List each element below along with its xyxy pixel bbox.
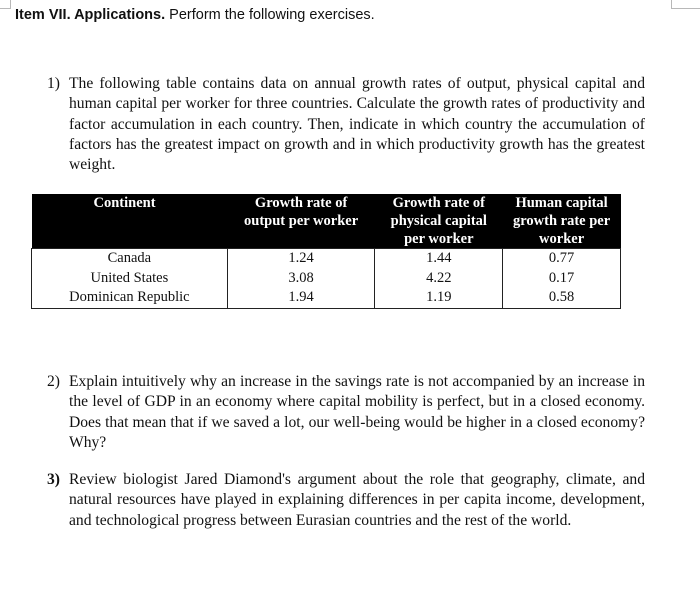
- column-header-continent: Continent: [32, 194, 228, 249]
- column-header-human-capital-growth: Human capital growth rate per worker: [503, 194, 621, 249]
- exercise-3: [47, 470, 645, 531]
- exercise-2-number: 2): [47, 373, 60, 390]
- cell-physical-capital-growth: 1.44: [375, 249, 503, 269]
- cell-country: United States: [32, 269, 228, 289]
- table-header-row: [32, 194, 621, 249]
- item-header-instruction: Perform the following exercises.: [165, 7, 375, 23]
- table-row: [32, 269, 621, 289]
- corner-mark-right: [671, 0, 700, 9]
- exercise-1-number: 1): [47, 75, 60, 92]
- cell-country: Canada: [32, 249, 228, 269]
- cell-country: Dominican Republic: [32, 288, 228, 308]
- cell-output-growth: 1.94: [227, 288, 375, 308]
- exercise-1: [47, 74, 645, 175]
- corner-mark-left: [0, 0, 11, 9]
- column-header-output-growth: Growth rate of output per worker: [227, 194, 375, 249]
- exercise-2: [47, 372, 645, 453]
- table-row: [32, 249, 621, 269]
- cell-human-capital-growth: 0.77: [503, 249, 621, 269]
- cell-physical-capital-growth: 1.19: [375, 288, 503, 308]
- cell-output-growth: 3.08: [227, 269, 375, 289]
- growth-rates-table: [31, 194, 621, 309]
- table-row: [32, 288, 621, 308]
- cell-human-capital-growth: 0.17: [503, 269, 621, 289]
- item-header: [15, 7, 375, 23]
- exercise-3-text: Review biologist Jared Diamond's argument about the role that geography, climate, and natural resources have played in explaining differences in per capita income, development, and technological progress between Eurasian countries and the rest of the world.: [69, 471, 645, 529]
- cell-output-growth: 1.24: [227, 249, 375, 269]
- item-header-title: Item VII. Applications.: [15, 7, 166, 23]
- cell-physical-capital-growth: 4.22: [375, 269, 503, 289]
- cell-human-capital-growth: 0.58: [503, 288, 621, 308]
- exercise-2-text: Explain intuitively why an increase in the savings rate is not accompanied by an increase in the level of GDP in an economy where capital mobility is perfect, but in a closed economy. Does that mean that if we saved a lot, our well-being would be higher in a closed economy? Why?: [69, 373, 645, 451]
- column-header-physical-capital-growth: Growth rate of physical capital per worker: [375, 194, 503, 249]
- exercise-1-text: The following table contains data on annual growth rates of output, physical capital and human capital per worker for three countries. Calculate the growth rates of productivity and factor accumulation in each country. Then, indicate in which country the accumulation of factors has the greatest impact on growth and in which productivity growth has the greatest weight.: [69, 75, 645, 174]
- exercise-3-number: 3): [47, 471, 60, 488]
